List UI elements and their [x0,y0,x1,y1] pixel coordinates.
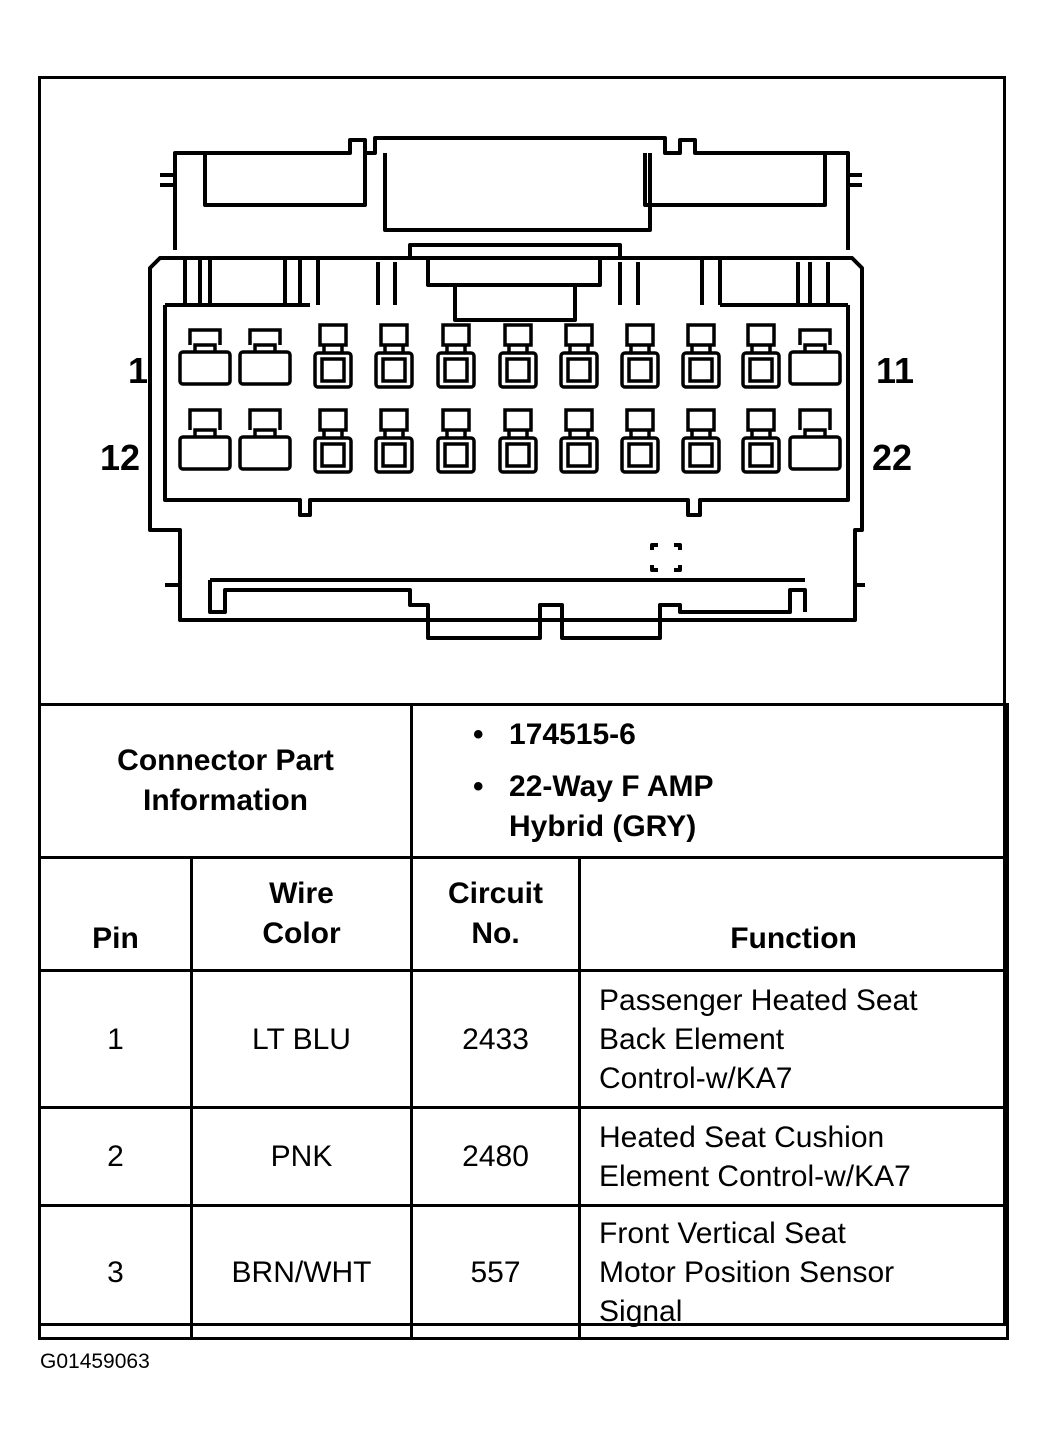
connector-info-values [412,705,1008,858]
pin-cell: 1 [40,971,192,1108]
description-line2: Hybrid (GRY) [509,810,697,843]
part-number-item [473,715,1006,755]
pin-label-11: 11 [876,350,915,391]
function-line: Motor Position Sensor [599,1255,895,1289]
pin-label-12: 12 [100,437,141,478]
terminal-cavity-pin-1 [180,330,230,384]
terminal-cavity-pin-2 [240,330,290,384]
table-row [40,1108,1008,1206]
wire-color-cell: PNK [192,1108,412,1206]
terminal-cavity-pin-12 [180,410,230,469]
function-line: Heated Seat Cushion [599,1120,885,1154]
terminal-cavity [438,410,474,472]
small-terminal-cavities [315,325,779,472]
terminal-cavity-pin-13 [240,410,290,469]
circuit-cell: 2433 [412,971,580,1108]
header-circuit-line1: Circuit [448,877,544,910]
wire-color-cell: BRN/WHT [192,1206,412,1339]
terminal-cavity [622,325,658,387]
terminal-cavity [743,325,779,387]
table-header-row [40,858,1008,971]
header-wire-color-line1: Wire [269,877,334,910]
bullet-mark: • [473,718,484,751]
figure-id: G01459063 [40,1350,150,1373]
header-wire-color [192,858,412,971]
circuit-cell: 2480 [412,1108,580,1206]
terminal-cavity-pin-11 [790,330,840,384]
pin-label-22: 22 [872,437,913,478]
function-line: Control-w/KA7 [599,1061,793,1095]
description-item [473,767,1006,847]
connector-info-label-line1: Connector Part [117,744,334,777]
header-circuit-no [412,858,580,971]
bullet-mark: • [473,770,484,803]
part-number: 174515-6 [509,718,636,751]
pin-cell: 3 [40,1206,192,1339]
terminal-cavity [315,325,351,387]
terminal-cavity [500,410,536,472]
function-line: Back Element [599,1022,785,1056]
function-cell [580,971,1008,1108]
header-pin: Pin [40,858,192,971]
description-line1: 22-Way F AMP [509,770,714,803]
connector-info-label-line2: Information [143,784,308,817]
function-line: Passenger Heated Seat [599,983,918,1017]
terminal-cavity [622,410,658,472]
terminal-cavity [376,325,412,387]
terminal-cavity [376,410,412,472]
terminal-cavity [500,325,536,387]
circuit-cell: 557 [412,1206,580,1339]
terminal-cavity [683,410,719,472]
wire-color-cell: LT BLU [192,971,412,1108]
connector-info-row [40,705,1008,858]
terminal-cavity [561,410,597,472]
table-row [40,971,1008,1108]
terminal-cavity [561,325,597,387]
pin-cell: 2 [40,1108,192,1206]
connector-lock-tab [210,580,805,638]
function-cell [580,1206,1008,1339]
terminal-cavity [683,325,719,387]
pin-label-1: 1 [128,350,149,391]
function-line: Signal [599,1294,683,1328]
terminal-cavity [438,325,474,387]
connector-info-label [40,705,412,858]
table-row [40,1206,1008,1339]
terminal-cavity [743,410,779,472]
connector-top-housing [175,138,848,250]
function-line: Element Control-w/KA7 [599,1159,911,1193]
header-circuit-line2: No. [471,917,520,950]
function-line: Front Vertical Seat [599,1216,846,1250]
connector-table [38,703,1009,1340]
header-wire-color-line2: Color [262,917,341,950]
terminal-cavity-pin-22 [790,410,840,469]
function-cell [580,1108,1008,1206]
terminal-cavity [315,410,351,472]
header-function: Function [580,858,1008,971]
